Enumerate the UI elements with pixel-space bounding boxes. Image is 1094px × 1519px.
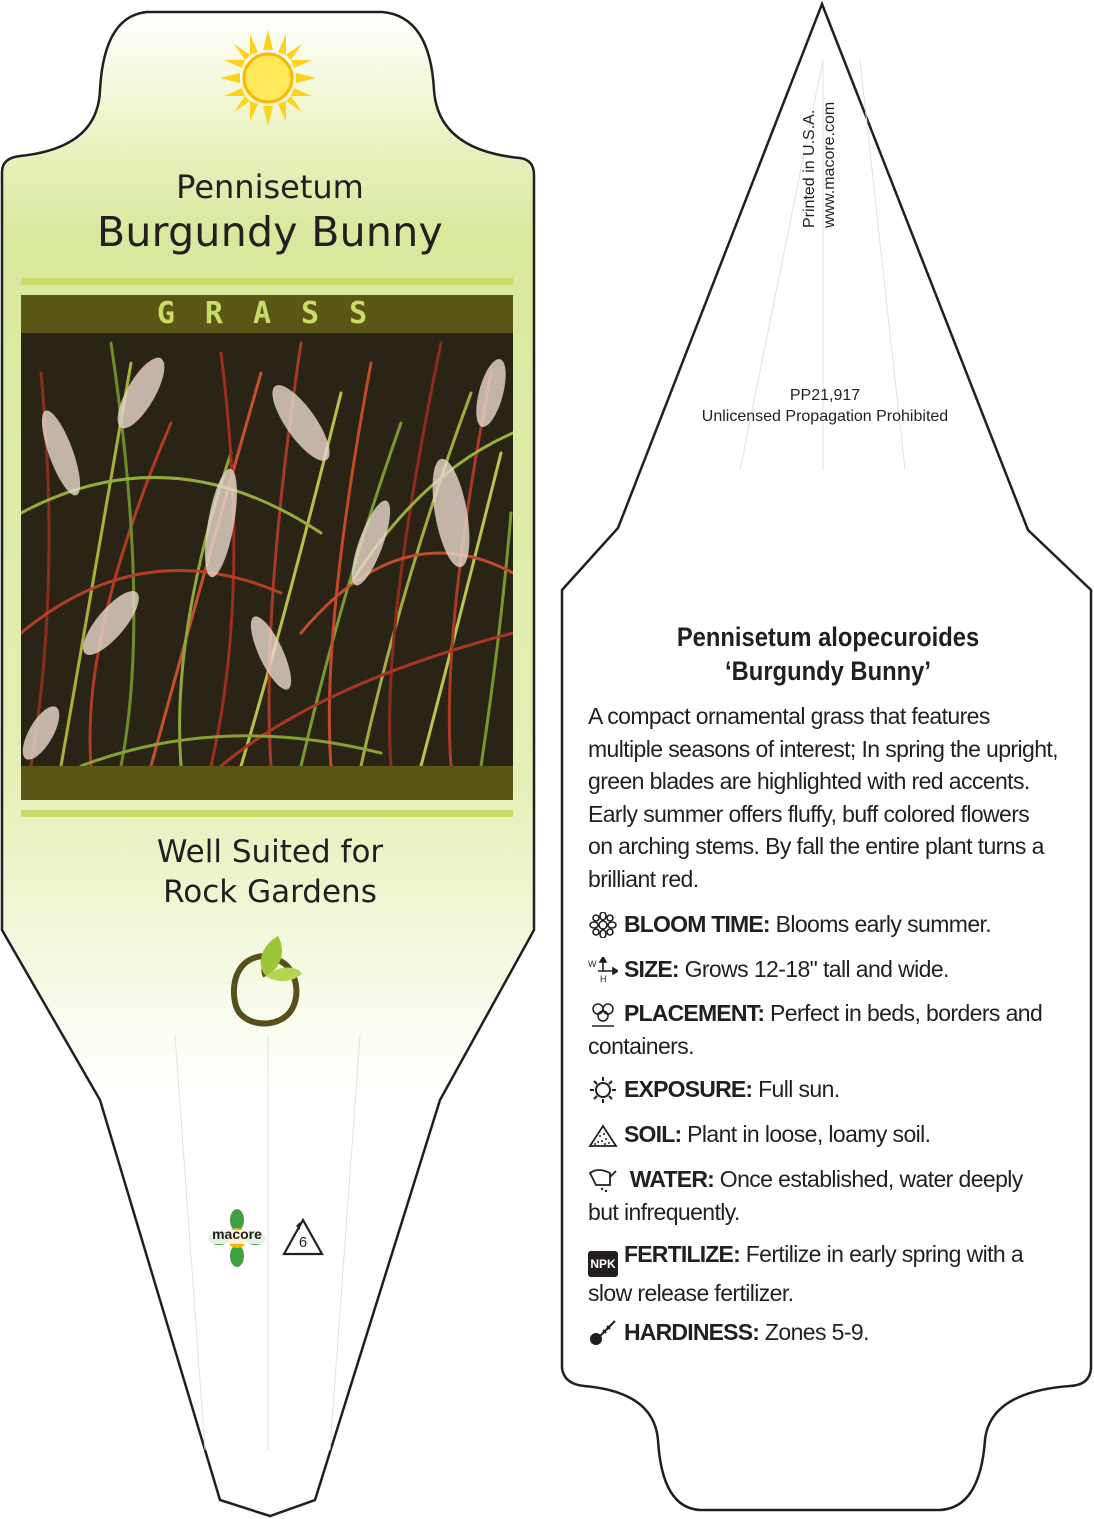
water-label: WATER: [629,1166,714,1192]
placement-value: Perfect in beds, borders and containers. [588,1000,1043,1059]
recycle-code: 6 [298,1234,308,1251]
soil-value: Plant in loose, loamy soil. [687,1121,931,1147]
placement-label: PLACEMENT: [624,1000,765,1026]
bottom-rule [21,810,513,817]
category-label: GRASS [156,296,398,331]
info-size [588,953,1058,986]
info-exposure [588,1073,1058,1106]
info-bloom-time [588,908,1058,941]
flower-icon [588,912,618,938]
patent-note: Unlicensed Propagation Prohibited [701,408,949,425]
info-water [588,1163,1058,1228]
hardiness-value: Zones 5-9. [764,1319,869,1345]
placement-icon [588,1001,618,1027]
genus-title: Pennisetum [176,168,364,206]
hardiness-label: HARDINESS: [624,1319,760,1345]
seed-logo-icon [226,926,306,1031]
plant-photo [21,333,513,766]
size-icon-h: H [600,974,606,984]
printed-in-usa: Printed in U.S.A. [801,109,818,228]
soil-icon [588,1122,618,1148]
botanical-name [608,620,1048,688]
thermometer-icon [588,1320,618,1346]
tagline [60,832,480,912]
photo-bottom-band [21,766,513,800]
info-placement [588,997,1058,1062]
fertilize-label: FERTILIZE: [624,1241,740,1267]
bloom-time-value: Blooms early summer. [775,911,992,937]
water-value: Once established, water deeply but infrequently. [588,1166,1023,1225]
tagline-line-2: Rock Gardens [163,874,377,910]
info-hardiness [588,1316,1058,1349]
sun-outline-icon [588,1077,618,1103]
description: A compact ornamental grass that features multiple seasons of interest; In spring the upright, green blades are highlighted with red accents. Early summer offers fluffy, buff colored flowers on arching stems. By fall the entire plant turns a brilliant red. [588,703,1058,892]
info-fertilize [588,1238,1058,1310]
cultivar-title: Burgundy Bunny [96,208,444,256]
size-label: SIZE: [624,956,679,982]
tagline-line-1: Well Suited for [156,834,384,870]
fertilize-value: Fertilize in early spring with a slow release fertilizer. [588,1241,1024,1306]
botanical-name-line-2: ‘Burgundy Bunny’ [725,656,931,686]
size-icon-w: W [588,959,596,969]
info-soil [588,1118,1058,1151]
print-info [801,60,838,230]
top-rule [21,278,513,285]
size-value: Grows 12-18" tall and wide. [684,956,949,982]
exposure-label: EXPOSURE: [624,1076,753,1102]
watering-can-icon [588,1167,618,1193]
brand-label: macore [212,1226,262,1242]
website: www.macore.com [821,101,838,228]
exposure-value: Full sun. [758,1076,840,1102]
sun-icon [218,28,318,128]
patent-number: PP21,917 [789,387,861,404]
soil-label: SOIL: [624,1121,682,1147]
npk-icon: NPK [588,1251,618,1277]
botanical-name-line-1: Pennisetum alopecuroides [676,622,980,652]
patent-block [660,385,990,427]
size-arrows-icon [588,957,618,983]
bloom-time-label: BLOOM TIME: [624,911,770,937]
